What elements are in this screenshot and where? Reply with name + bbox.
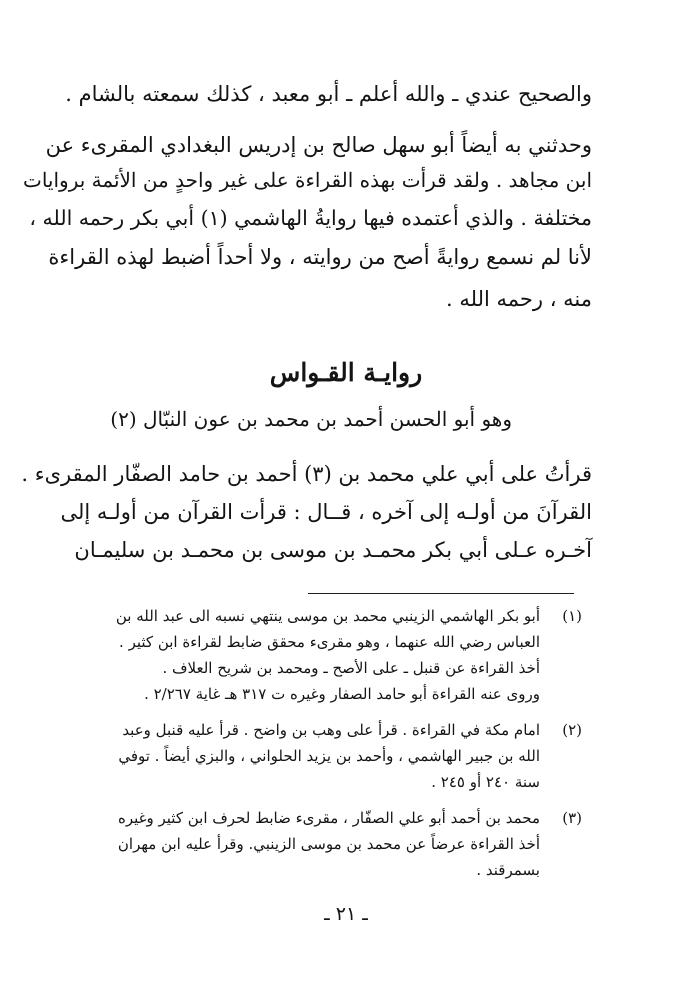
body-line: مختلفة . والذي أعتمده فيها روايةُ الهاشمي (١) أبي بكر رحمه الله ، — [29, 206, 592, 230]
body-line: وحدثني به أيضاً أبو سهل صالح بن إدريس البغدادي المقرىء عن — [45, 133, 592, 157]
body-line: ابن مجاهد . ولقد قرأت بهذه القراءة على غير واحدٍ من الأئمة بروايات — [23, 168, 592, 192]
body-line: آخـره عـلى أبي بكر محمـد بن موسى بن محمـد بن سليمـان — [74, 538, 592, 562]
footnote-line: امام مكة في القراءة . قرأ على وهب بن واضح . قرأ عليه قنبل وعبد — [122, 721, 540, 739]
footnote-line: أخذ القراءة عرضاً عن محمد بن موسى الزينبي. وقرأ عليه ابن مهران — [117, 835, 540, 853]
footnote-line: محمد بن أحمد أبو علي الصفّار ، مقرىء ضابط لحرف ابن كثير وغيره — [117, 809, 540, 827]
body-line: لأنا لم نسمع روايةً أصح من روايته ، ولا أحداً أضبط لهذه القراءة — [48, 245, 592, 269]
page-number: ـ ٢١ ـ — [324, 903, 368, 925]
footnote-line: سنة ٢٤٠ أو ٢٤٥ . — [431, 773, 540, 791]
body-line: والصحيح عندي ـ والله أعلم ـ أبو معبد ، كذلك سمعته بالشام . — [65, 82, 592, 106]
section-subtitle: وهو أبو الحسن أحمد بن محمد بن عون النبّال (٢) — [110, 407, 512, 431]
footnote-number: (١) — [562, 607, 582, 625]
body-line: القرآنَ من أولـه إلى آخره ، قــال : قرأت القرآن من أولـه إلى — [60, 500, 592, 524]
body-line: منه ، رحمه الله . — [446, 287, 592, 311]
footnote-line: الله بن جبير الهاشمي ، وأحمد بن يزيد الحلواني ، والبزي أيضاً . توفي — [118, 747, 540, 765]
footnote-number: (٣) — [562, 809, 582, 827]
footnote-line: بسمرقند . — [476, 861, 540, 879]
footnote-line: أخذ القراءة عن قنبل ـ على الأصح ـ ومحمد بن شريح العلاف . — [162, 659, 540, 677]
footnote-separator — [308, 593, 574, 594]
footnote-line: وروى عنه القراءة أبو حامد الصفار وغيره ت ٣١٧ هـ غاية ٢/٢٦٧ . — [144, 685, 540, 703]
body-line: قرأتُ على أبي علي محمد بن (٣) أحمد بن حامد الصفّار المقرىء . — [21, 462, 592, 486]
section-title: روايـة القـواس — [269, 358, 423, 387]
footnote-number: (٢) — [562, 721, 582, 739]
footnote-line: العباس رضي الله عنهما ، وهو مقرىء محقق ضابط لقراءة ابن كثير . — [119, 633, 540, 651]
footnote-line: أبو بكر الهاشمي الزينبي محمد بن موسى ينتهي نسبه الى عبد الله بن — [115, 607, 540, 625]
